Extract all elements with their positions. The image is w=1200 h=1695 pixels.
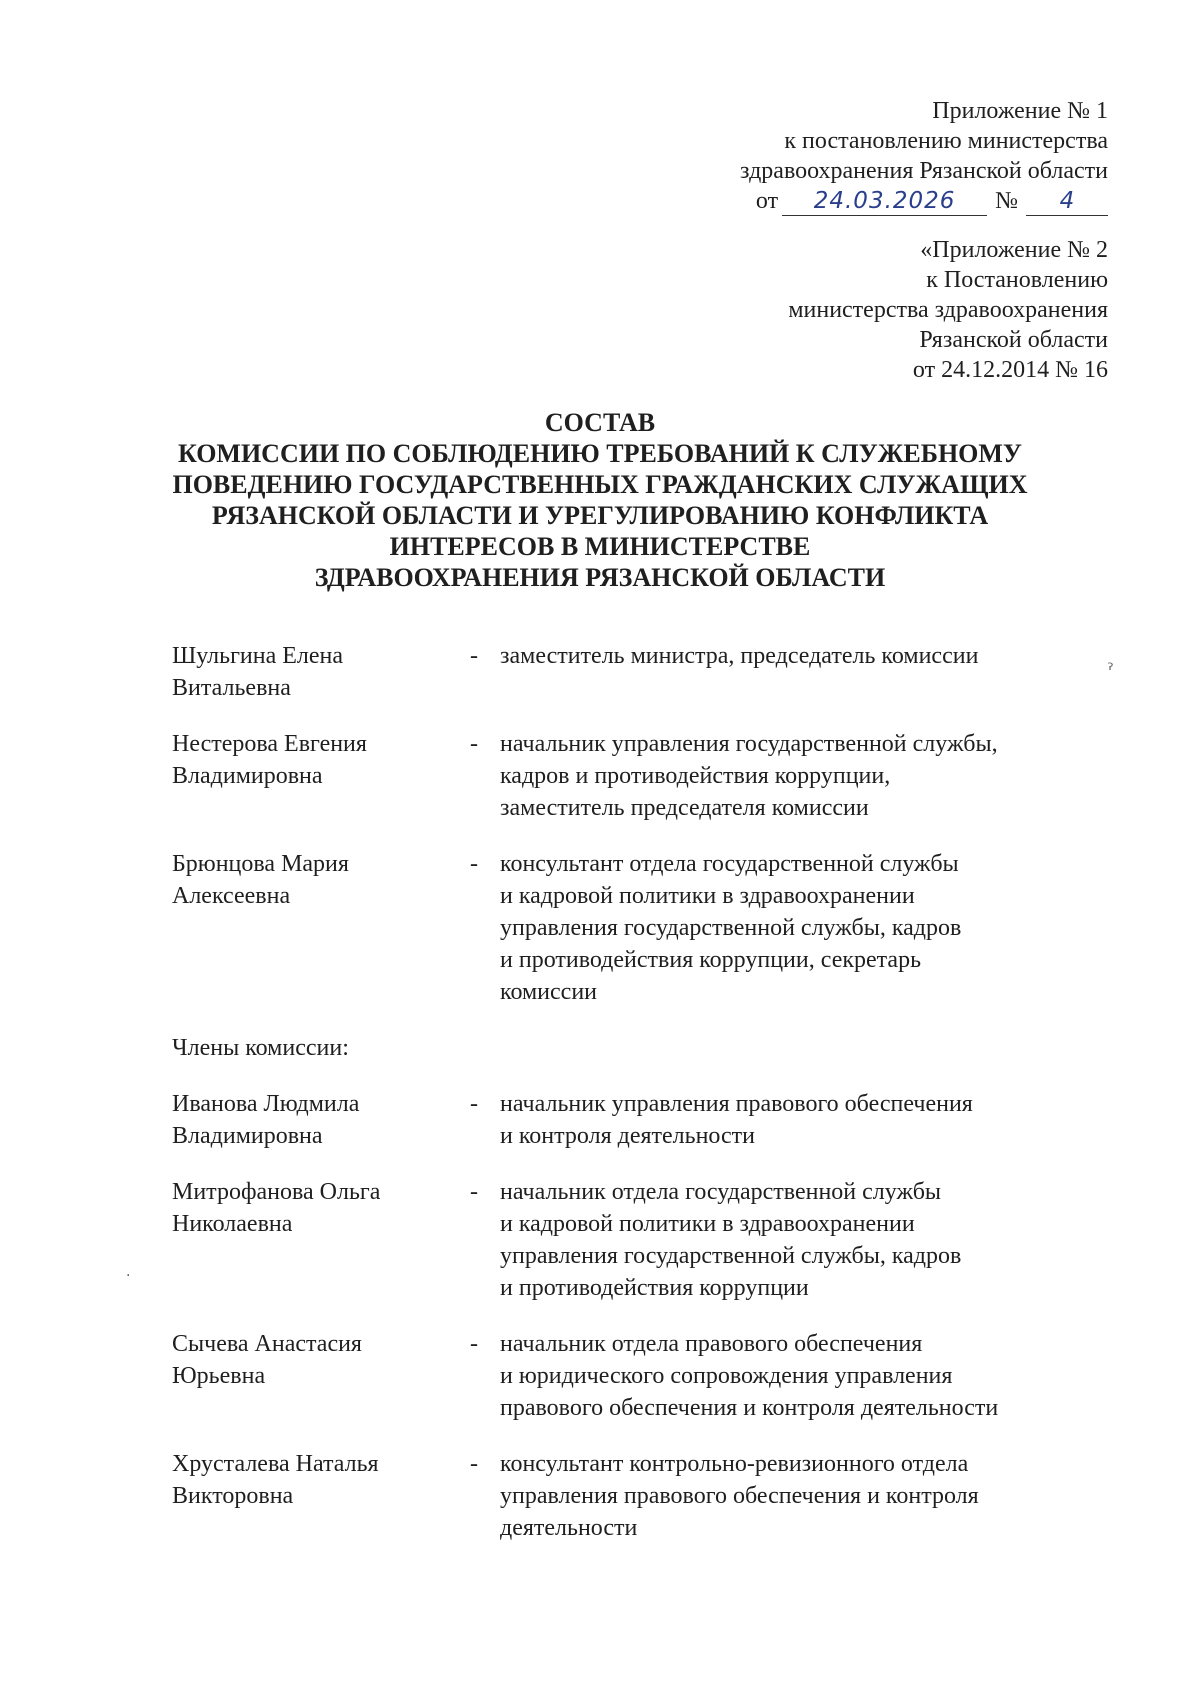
member-role <box>500 1088 1122 1152</box>
member-name-line: Митрофанова Ольга <box>172 1179 381 1205</box>
members-label: Члены комиссии: <box>172 1035 349 1061</box>
number-prefix: № <box>995 188 1018 214</box>
member-role-line: начальник управления правового обеспечения <box>500 1091 973 1117</box>
appendix-old-block <box>788 235 1108 385</box>
member-name-line: Нестерова Евгения <box>172 731 367 757</box>
member-row <box>172 728 1122 824</box>
member-role-line: и юридического сопровождения управления <box>500 1363 953 1389</box>
member-name-line: Брюнцова Мария <box>172 851 349 877</box>
member-name-line: Юрьевна <box>172 1363 266 1389</box>
member-role-line: консультант отдела государственной службы <box>500 851 959 877</box>
leaders-list <box>172 640 1122 1008</box>
handwritten-date: 24.03.2026 <box>782 188 987 216</box>
member-name-line: Витальевна <box>172 675 291 701</box>
member-role <box>500 640 1122 704</box>
member-row <box>172 1448 1122 1544</box>
member-name-line: Владимировна <box>172 1123 323 1149</box>
member-name-line: Шульгина Елена <box>172 643 344 669</box>
member-role-line: консультант контрольно-ревизионного отдела <box>500 1451 969 1477</box>
appendix-old-line: Рязанской области <box>919 327 1108 353</box>
member-role <box>500 1176 1122 1304</box>
title-line: РЯЗАНСКОЙ ОБЛАСТИ И УРЕГУЛИРОВАНИЮ КОНФЛИКТА <box>211 501 989 530</box>
member-role-line: деятельности <box>500 1515 638 1541</box>
member-role-line: начальник отдела государственной службы <box>500 1179 942 1205</box>
title-line: КОМИССИИ ПО СОБЛЮДЕНИЮ ТРЕБОВАНИЙ К СЛУЖЕБНОМУ <box>177 439 1023 468</box>
member-row <box>172 1088 1122 1152</box>
members-list <box>172 1088 1122 1544</box>
member-name <box>172 1176 470 1304</box>
title-line: ПОВЕДЕНИЮ ГОСУДАРСТВЕННЫХ ГРАЖДАНСКИХ СЛУЖАЩИХ <box>172 470 1028 499</box>
member-role-line: и противодействия коррупции, секретарь <box>500 947 922 973</box>
member-name <box>172 1328 470 1424</box>
member-role <box>500 1328 1122 1424</box>
appendix-old-line: министерства здравоохранения <box>788 297 1108 323</box>
title-line: ЗДРАВООХРАНЕНИЯ РЯЗАНСКОЙ ОБЛАСТИ <box>314 563 886 592</box>
member-role-line: управления государственной службы, кадров <box>500 1243 962 1269</box>
member-role-line: правового обеспечения и контроля деятельности <box>500 1395 999 1421</box>
scan-dot-icon: · <box>126 1268 131 1284</box>
member-role <box>500 848 1122 1008</box>
dash-separator: - <box>470 1451 478 1477</box>
dash-separator: - <box>470 1091 478 1117</box>
date-number-line <box>740 186 1108 216</box>
member-role-line: и противодействия коррупции <box>500 1275 809 1301</box>
member-role-line: управления правового обеспечения и контроля <box>500 1483 979 1509</box>
member-role-line: комиссии <box>500 979 598 1005</box>
member-name <box>172 1448 470 1544</box>
appendix-old-line: от 24.12.2014 № 16 <box>912 357 1108 383</box>
member-name-line: Николаевна <box>172 1211 293 1237</box>
appendix-old-line: к Постановлению <box>926 267 1108 293</box>
member-name <box>172 640 470 704</box>
commission-list <box>172 640 1122 1568</box>
member-role-line: управления государственной службы, кадров <box>500 915 962 941</box>
member-name <box>172 728 470 824</box>
member-role-line: и кадровой политики в здравоохранении <box>500 883 915 909</box>
appendix-new-line: здравоохранения Рязанской области <box>740 158 1108 184</box>
scan-speck-icon: ˀ <box>1107 660 1114 681</box>
dash-separator: - <box>470 643 478 669</box>
member-row <box>172 1176 1122 1304</box>
title-line: ИНТЕРЕСОВ В МИНИСТЕРСТВЕ <box>389 532 811 561</box>
appendix-old-line: «Приложение № 2 <box>920 237 1108 263</box>
member-role-line: заместитель министра, председатель комиссии <box>500 643 979 669</box>
member-name-line: Сычева Анастасия <box>172 1331 362 1357</box>
member-role-line: начальник отдела правового обеспечения <box>500 1331 923 1357</box>
member-role-line: начальник управления государственной службы, <box>500 731 998 757</box>
dash-separator: - <box>470 731 478 757</box>
handwritten-number: 4 <box>1026 188 1108 216</box>
member-role-line: и контроля деятельности <box>500 1123 755 1149</box>
member-role-line: кадров и противодействия коррупции, <box>500 763 891 789</box>
member-name-line: Иванова Людмила <box>172 1091 360 1117</box>
document-title <box>120 407 1080 593</box>
dash-separator: - <box>470 1179 478 1205</box>
member-name <box>172 1088 470 1152</box>
appendix-new-line: к постановлению министерства <box>784 128 1108 154</box>
appendix-new-block <box>740 96 1108 216</box>
title-line: СОСТАВ <box>544 408 656 437</box>
member-row <box>172 848 1122 1008</box>
date-prefix: от <box>755 188 779 214</box>
dash-separator: - <box>470 1331 478 1357</box>
member-role <box>500 728 1122 824</box>
dash-separator: - <box>470 851 478 877</box>
appendix-new-line: Приложение № 1 <box>932 98 1108 124</box>
member-row <box>172 1328 1122 1424</box>
member-role <box>500 1448 1122 1544</box>
member-row <box>172 640 1122 704</box>
member-role-line: заместитель председателя комиссии <box>500 795 869 821</box>
member-name-line: Владимировна <box>172 763 323 789</box>
member-name-line: Алексеевна <box>172 883 291 909</box>
member-name-line: Хрусталева Наталья <box>172 1451 379 1477</box>
member-name-line: Викторовна <box>172 1483 294 1509</box>
member-name <box>172 848 470 1008</box>
member-role-line: и кадровой политики в здравоохранении <box>500 1211 915 1237</box>
